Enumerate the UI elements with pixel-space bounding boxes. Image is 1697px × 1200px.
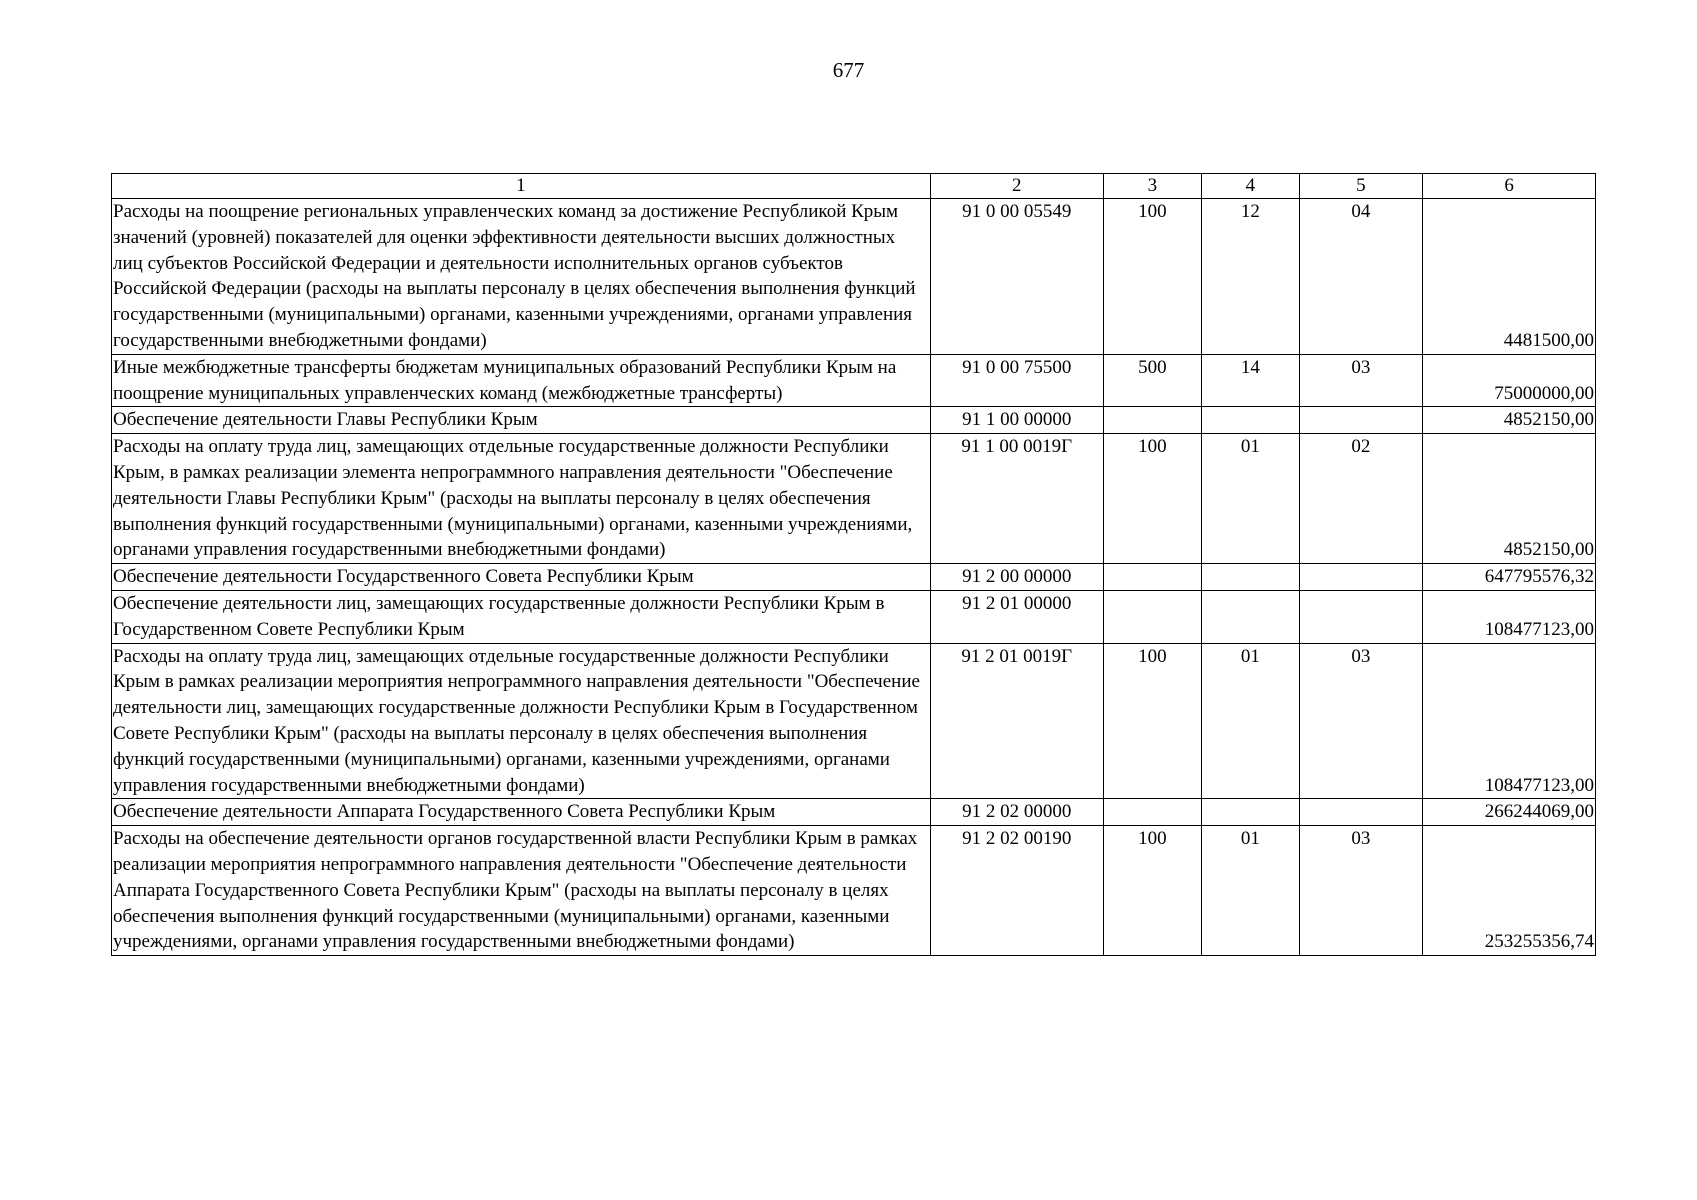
amount-cell: 108477123,00	[1423, 590, 1596, 643]
table-row	[112, 826, 1596, 956]
expense-name-cell: Расходы на поощрение региональных управленческих команд за достижение Республикой Крым значений (уровней) показателей для оценки эффективности деятельности высших должностных лиц субъектов Российской Федерации и деятельности исполнительных органов субъектов Российской Федерации (расходы на выплаты персоналу в целях обеспечения выполнения функций государственными (муниципальными) органами, казенными учреждениями, органами управления государственными внебюджетными фондами)	[112, 199, 931, 355]
expense-type-cell: 500	[1103, 354, 1201, 407]
expense-type-cell: 100	[1103, 199, 1201, 355]
subsection-cell	[1299, 590, 1423, 643]
target-article-cell: 91 0 00 75500	[930, 354, 1103, 407]
table-row	[112, 799, 1596, 826]
expense-type-cell	[1103, 590, 1201, 643]
subsection-cell: 03	[1299, 826, 1423, 956]
amount-cell: 266244069,00	[1423, 799, 1596, 826]
expense-type-cell	[1103, 799, 1201, 826]
amount-cell: 4852150,00	[1423, 434, 1596, 564]
subsection-cell: 02	[1299, 434, 1423, 564]
budget-table	[111, 173, 1596, 956]
target-article-cell: 91 1 00 00000	[930, 407, 1103, 434]
amount-cell: 253255356,74	[1423, 826, 1596, 956]
section-cell	[1202, 799, 1299, 826]
subsection-cell	[1299, 799, 1423, 826]
target-article-cell: 91 2 00 00000	[930, 564, 1103, 591]
table-row	[112, 199, 1596, 355]
column-header: 4	[1202, 174, 1299, 199]
expense-type-cell: 100	[1103, 434, 1201, 564]
amount-cell: 75000000,00	[1423, 354, 1596, 407]
target-article-cell: 91 2 02 00000	[930, 799, 1103, 826]
page-number: 677	[832, 58, 865, 82]
column-header: 5	[1299, 174, 1423, 199]
expense-type-cell: 100	[1103, 643, 1201, 799]
subsection-cell: 03	[1299, 643, 1423, 799]
amount-cell: 4852150,00	[1423, 407, 1596, 434]
expense-name-cell: Обеспечение деятельности Государственного Совета Республики Крым	[112, 564, 931, 591]
expense-name-cell: Иные межбюджетные трансферты бюджетам муниципальных образований Республики Крым на поощрение муниципальных управленческих команд (межбюджетные трансферты)	[112, 354, 931, 407]
expense-type-cell	[1103, 407, 1201, 434]
target-article-cell: 91 0 00 05549	[930, 199, 1103, 355]
table-row	[112, 407, 1596, 434]
table-row	[112, 564, 1596, 591]
section-cell: 14	[1202, 354, 1299, 407]
expense-type-cell: 100	[1103, 826, 1201, 956]
expense-name-cell: Обеспечение деятельности лиц, замещающих государственные должности Республики Крым в Государственном Совете Республики Крым	[112, 590, 931, 643]
section-cell	[1202, 564, 1299, 591]
target-article-cell: 91 1 00 0019Г	[930, 434, 1103, 564]
subsection-cell: 04	[1299, 199, 1423, 355]
column-header: 1	[112, 174, 931, 199]
table-row	[112, 434, 1596, 564]
expense-name-cell: Расходы на оплату труда лиц, замещающих отдельные государственные должности Республики Крым, в рамках реализации элемента непрограммного направления деятельности "Обеспечение деятельности Главы Республики Крым" (расходы на выплаты персоналу в целях обеспечения выполнения функций государственными (муниципальными) органами, казенными учреждениями, органами управления государственными внебюджетными фондами)	[112, 434, 931, 564]
expense-name-cell: Обеспечение деятельности Аппарата Государственного Совета Республики Крым	[112, 799, 931, 826]
section-cell: 12	[1202, 199, 1299, 355]
amount-cell: 647795576,32	[1423, 564, 1596, 591]
subsection-cell	[1299, 407, 1423, 434]
column-header: 2	[930, 174, 1103, 199]
section-cell: 01	[1202, 434, 1299, 564]
subsection-cell: 03	[1299, 354, 1423, 407]
table-row	[112, 590, 1596, 643]
target-article-cell: 91 2 01 00000	[930, 590, 1103, 643]
section-cell: 01	[1202, 826, 1299, 956]
section-cell	[1202, 407, 1299, 434]
expense-name-cell: Расходы на оплату труда лиц, замещающих отдельные государственные должности Республики Крым в рамках реализации мероприятия непрограммного направления деятельности "Обеспечение деятельности лиц, замещающих государственные должности Республики Крым в Государственном Совете Республики Крым" (расходы на выплаты персоналу в целях обеспечения выполнения функций государственными (муниципальными) органами, казенными учреждениями, органами управления государственными внебюджетными фондами)	[112, 643, 931, 799]
expense-name-cell: Обеспечение деятельности Главы Республики Крым	[112, 407, 931, 434]
expense-name-cell: Расходы на обеспечение деятельности органов государственной власти Республики Крым в рамках реализации мероприятия непрограммного направления деятельности "Обеспечение деятельности Аппарата Государственного Совета Республики Крым" (расходы на выплаты персоналу в целях обеспечения выполнения функций государственными (муниципальными) органами, казенными учреждениями, органами управления государственными внебюджетными фондами)	[112, 826, 931, 956]
subsection-cell	[1299, 564, 1423, 591]
column-header: 6	[1423, 174, 1596, 199]
section-cell: 01	[1202, 643, 1299, 799]
table-row	[112, 643, 1596, 799]
column-header: 3	[1103, 174, 1201, 199]
table-header-row	[112, 174, 1596, 199]
amount-cell: 108477123,00	[1423, 643, 1596, 799]
table-row	[112, 354, 1596, 407]
amount-cell: 4481500,00	[1423, 199, 1596, 355]
target-article-cell: 91 2 01 0019Г	[930, 643, 1103, 799]
target-article-cell: 91 2 02 00190	[930, 826, 1103, 956]
section-cell	[1202, 590, 1299, 643]
expense-type-cell	[1103, 564, 1201, 591]
